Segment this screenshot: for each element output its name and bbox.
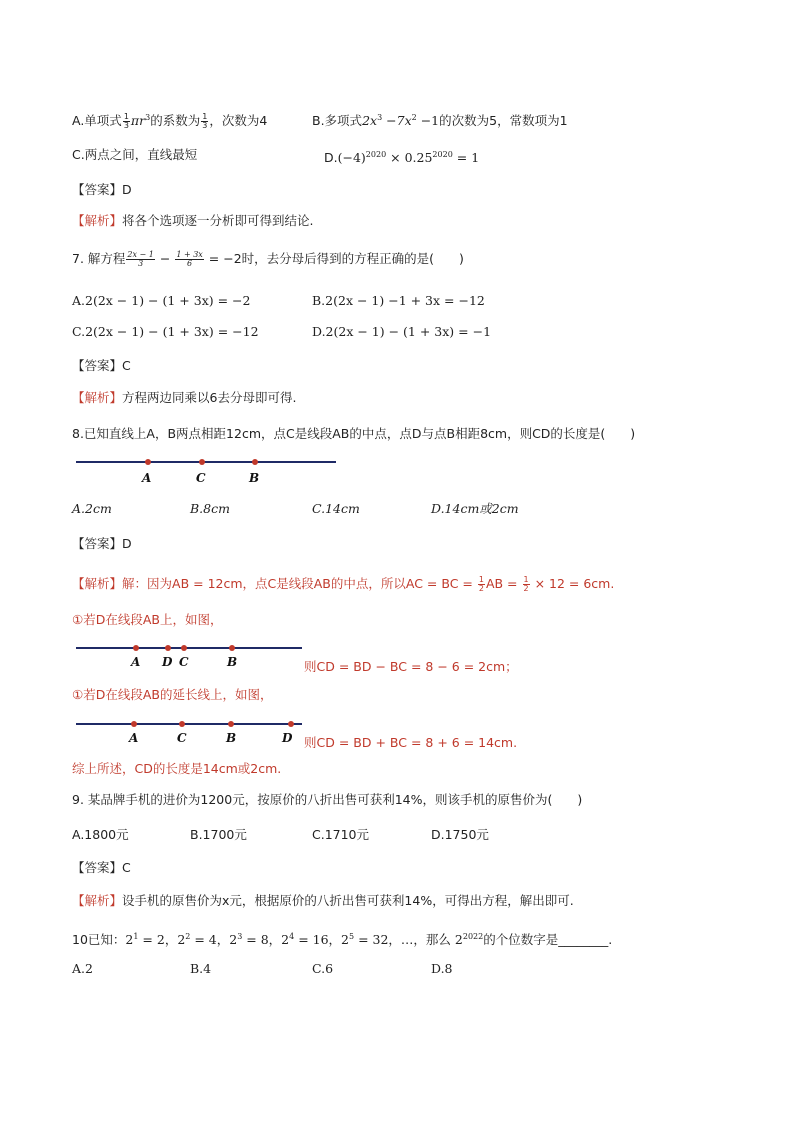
analysis-text: 将各个选项逐一分析即可得到结论. [122, 213, 314, 228]
fig2-point-d [165, 645, 171, 651]
q6-d-e1: 2020 [365, 150, 387, 159]
q10-suffix: 的个位数字是________. [483, 932, 613, 948]
q10-option-b: B.4 [190, 961, 212, 976]
q6-b-after: 的次数为5，常数项为1 [439, 113, 568, 129]
base: 2 [341, 932, 349, 948]
analysis-tag: 【解析】 [72, 390, 123, 405]
exp: 1 [133, 932, 139, 941]
q7-prefix: 7. 解方程 [72, 251, 126, 266]
q6-d-base: (−4) [337, 150, 366, 166]
base: 2 [177, 932, 186, 948]
value: = 8， [242, 932, 282, 948]
q7-option-a: A.2(2x − 1) − (1 + 3x) = −2 [72, 293, 251, 308]
q6-a-after: ，次数为4 [209, 113, 268, 129]
q10-power-5 [341, 932, 401, 947]
q9-option-b: B.1700元 [190, 827, 247, 842]
fig3-point-c [179, 721, 185, 727]
q7-answer: 【答案】C [72, 358, 131, 373]
q6-a-label: A.单项式 [72, 113, 122, 129]
value: = 32， [354, 932, 401, 948]
base: 2 [281, 932, 290, 948]
q8-summary: 综上所述，CD的长度是14cm或2cm. [72, 761, 282, 776]
frac-den: 6 [187, 259, 193, 268]
analysis-text: 设手机的原售价为x元，根据原价的八折出售可获利14%，可得出方程，解出即可. [122, 893, 574, 908]
analysis-text: 方程两边同乘以6去分母即可得. [122, 390, 297, 405]
q8-answer: 【答案】D [72, 536, 132, 551]
q8-sol1-a: 解：因为AB = 12cm，点C是线段AB的中点，所以AC = BC = [122, 576, 477, 591]
q6-d-e2: 2020 [432, 150, 453, 159]
frac-num: 1 [478, 575, 484, 584]
q6-b-expr-a: 2x [362, 113, 378, 129]
q8-figure-3 [74, 716, 306, 746]
exp: 4 [289, 932, 295, 941]
q6-b-p1: 3 [377, 113, 383, 122]
q8-case2-result: 则CD = BD + BC = 8 + 6 = 14cm. [304, 735, 518, 750]
analysis-tag: 【解析】 [72, 213, 123, 228]
analysis-tag: 【解析】 [72, 576, 123, 591]
fig2-label-d: D [162, 655, 173, 669]
q10-big-exp: 2022 [462, 932, 484, 941]
fig2-point-a [133, 645, 139, 651]
q7-analysis [72, 389, 296, 407]
fig1-label-c: C [196, 471, 206, 485]
base: 2 [125, 932, 134, 948]
fig3-label-b: B [226, 731, 237, 745]
q8-sol1-b: AB = [485, 576, 522, 591]
frac-den: 3 [123, 121, 129, 131]
q7-option-d: D.2(2x − 1) − (1 + 3x) = −1 [312, 324, 492, 339]
fig2-label-c: C [179, 655, 189, 669]
frac-den: 2 [523, 584, 529, 593]
exp: 2 [185, 932, 191, 941]
frac-num: 2x − 1 [127, 250, 154, 259]
fig2-point-b [229, 645, 235, 651]
q10-option-d: D.8 [431, 961, 453, 976]
q9-stem: 9. 某品牌手机的进价为1200元，按原价的八折出售可获利14%，则该手机的原售价为( ) [72, 792, 583, 807]
q6-b-expr-c: −1 [416, 113, 440, 129]
q9-answer: 【答案】C [72, 860, 131, 875]
q6-option-d [324, 146, 479, 167]
q9-option-a: A.1800元 [72, 827, 129, 842]
q6-a-mid: 的系数为 [150, 113, 201, 129]
exp: 5 [349, 932, 355, 941]
exp: 3 [237, 932, 243, 941]
q10-big-base: 2 [454, 932, 463, 948]
q8-half-frac [478, 576, 485, 593]
q6-d-label: D. [324, 150, 338, 166]
q10-prefix: 10已知： [72, 932, 126, 948]
q7-suffix: = −2时，去分母后得到的方程正确的是( ) [204, 251, 464, 266]
q7-minus: − [155, 251, 175, 266]
q7-frac-2 [175, 251, 203, 268]
q8-option-b: B.8cm [190, 501, 230, 516]
fig2-point-c [181, 645, 187, 651]
q7-stem [72, 250, 464, 268]
value: = 4， [190, 932, 230, 948]
frac-num: 1 + 3x [176, 250, 203, 259]
analysis-tag: 【解析】 [72, 893, 123, 908]
frac-den: 2 [478, 584, 484, 593]
q6-option-a [72, 109, 267, 130]
value: = 16， [294, 932, 342, 948]
frac-den: 3 [202, 121, 208, 131]
q10-power-2 [177, 932, 229, 947]
fig3-point-d [288, 721, 294, 727]
q8-option-c: C.14cm [312, 501, 360, 516]
q6-d-after: = 1 [452, 150, 480, 166]
q8-analysis [72, 575, 614, 593]
fig3-point-a [131, 721, 137, 727]
q6-b-label: B.多项式 [312, 113, 363, 129]
q6-b-p2: 2 [411, 113, 417, 122]
q6-analysis [72, 212, 314, 230]
q10-option-a: A.2 [72, 961, 93, 976]
q10-power-4 [281, 932, 341, 947]
q6-option-b [312, 109, 568, 130]
frac-num: 1 [202, 112, 208, 122]
q6-answer: 【答案】D [72, 182, 132, 197]
fig1-label-b: B [249, 471, 260, 485]
value: = 2， [138, 932, 178, 948]
q9-option-c: C.1710元 [312, 827, 370, 842]
q8-stem: 8.已知直线上A，B两点相距12cm，点C是线段AB的中点，点D与点B相距8cm，则CD的长度是( ) [72, 426, 636, 441]
q6-a-pi: πr [130, 113, 146, 129]
q8-half-frac-2 [523, 576, 530, 593]
q6-b-expr-b: −7x [382, 113, 412, 129]
q6-a-coef-frac-2 [201, 113, 208, 130]
q10-power-1 [125, 932, 177, 947]
base: 2 [229, 932, 238, 948]
q7-frac-1 [126, 251, 154, 268]
fig1-point-b [252, 459, 258, 465]
q9-option-d: D.1750元 [431, 827, 489, 842]
q6-a-coef-frac [123, 113, 130, 130]
q10-stem [72, 928, 612, 949]
q8-sol1-c: × 12 = 6cm. [530, 576, 615, 591]
q8-case1: ①若D在线段AB上，如图， [72, 612, 223, 627]
q6-option-c: C.两点之间，直线最短 [72, 147, 198, 162]
q10-dots: …，那么 [400, 932, 455, 948]
q10-option-c: C.6 [312, 961, 334, 976]
fig3-label-d: D [282, 731, 293, 745]
q6-d-mid: × 0.25 [386, 150, 433, 166]
fig3-label-c: C [177, 731, 187, 745]
fig1-label-a: A [142, 471, 152, 485]
q8-case2: ①若D在线段AB的延长线上，如图， [72, 687, 273, 702]
frac-den: 3 [138, 259, 144, 268]
q9-analysis [72, 892, 574, 910]
fig1-point-a [145, 459, 151, 465]
q8-case1-result: 则CD = BD − BC = 8 − 6 = 2cm； [304, 659, 518, 674]
q8-option-a: A.2cm [72, 501, 112, 516]
q7-option-c: C.2(2x − 1) − (1 + 3x) = −12 [72, 324, 259, 339]
fig1-point-c [199, 459, 205, 465]
fig3-point-b [228, 721, 234, 727]
q7-option-b: B.2(2x − 1) −1 + 3x = −12 [312, 293, 485, 308]
frac-num: 1 [123, 112, 129, 122]
q8-figure-2 [74, 640, 306, 670]
q8-option-d: D.14cm或2cm [431, 501, 519, 516]
q10-power-3 [229, 932, 281, 947]
frac-num: 1 [523, 575, 529, 584]
fig3-label-a: A [129, 731, 139, 745]
fig2-label-b: B [227, 655, 238, 669]
q8-figure-1 [74, 454, 338, 488]
fig2-label-a: A [131, 655, 141, 669]
q6-a-pow: 3 [145, 113, 151, 122]
